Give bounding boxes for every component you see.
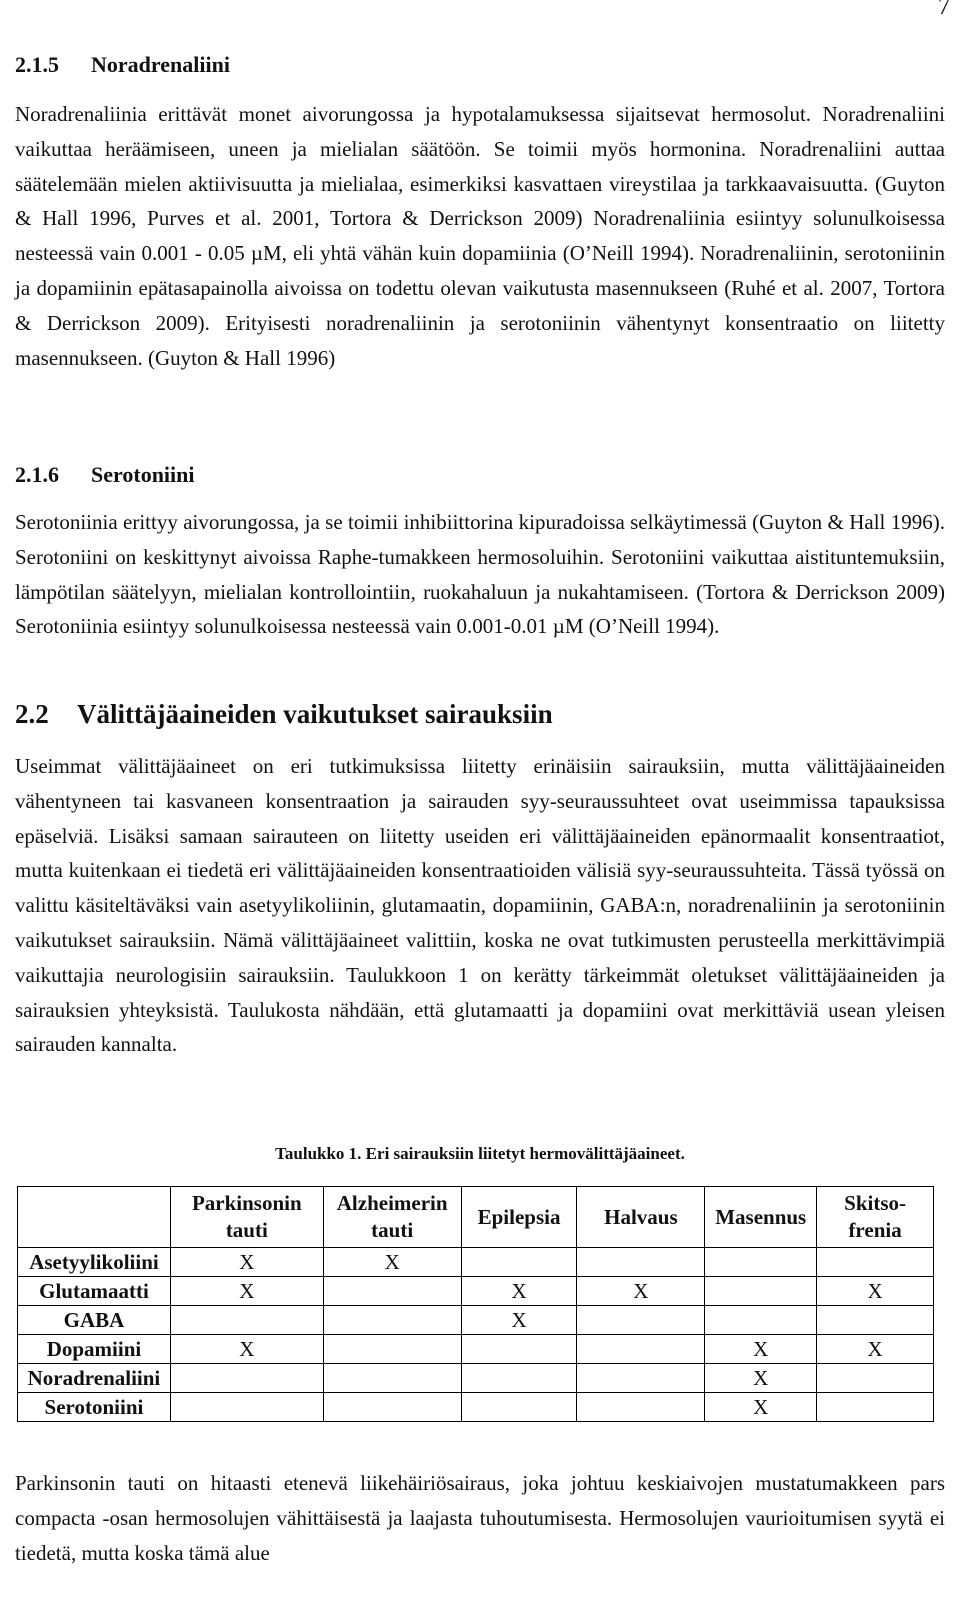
header-line: tauti <box>225 1218 268 1242</box>
table-header-row <box>18 1187 934 1248</box>
table-cell <box>323 1306 461 1335</box>
table-row <box>18 1364 934 1393</box>
row-label: GABA <box>18 1306 171 1335</box>
header-alzheimer <box>323 1187 461 1248</box>
table-cell <box>577 1364 705 1393</box>
header-epilepsia: Epilepsia <box>461 1187 577 1248</box>
table-cell <box>461 1393 577 1422</box>
table-cell <box>577 1306 705 1335</box>
table-cell: X <box>461 1277 577 1306</box>
table-cell: X <box>170 1248 323 1277</box>
header-parkinson <box>170 1187 323 1248</box>
paragraph-parkinson: Parkinsonin tauti on hitaasti etenevä liikehäiriösairaus, joka johtuu keskiaivojen mustatumakkeen pars compacta -osan hermosolujen vähittäisestä ja laajasta tuhoutumisesta. Hermosolujen vaurioitumisen syytä ei tiedetä, mutta koska tämä alue <box>15 1471 945 1565</box>
header-line: tauti <box>371 1218 414 1242</box>
row-label: Glutamaatti <box>18 1277 171 1306</box>
header-line: frenia <box>848 1218 902 1242</box>
table-cell <box>705 1248 817 1277</box>
header-line: Parkinsonin <box>191 1191 302 1215</box>
page-number: 7 <box>938 0 950 20</box>
paragraph-noradrenaliini: Noradrenaliinia erittävät monet aivorungossa ja hypotalamuksessa sijaitsevat hermosolut. Noradrenaliini vaikuttaa heräämiseen, uneen ja mielialan säätöön. Se toimii myös hormonina. Noradrenaliini auttaa säätelemään mielen aktiivisuutta ja mielialaa, esimerkiksi kasvattaen vireystilaa ja tarkkaavaisuutta. (Guyton & Hall 1996, Purves et al. 2001, Tortora & Derrickson 2009) Noradrenaliinia esiintyy solunulkoisessa nesteessä vain 0.001 - 0.05 µM, eli yhtä vähän kuin dopamiinia (O’Neill 1994). Noradrenaliinin, serotoniinin ja dopamiinin epätasapainolla aivoissa on todettu olevan vaikutusta masennukseen (Ruhé et al. 2007, Tortora & Derrickson 2009). Erityisesti noradrenaliinin ja serotoniinin vähentynyt konsentraatio on liitetty masennukseen. (Guyton & Hall 1996) <box>15 102 945 370</box>
table-row <box>18 1335 934 1364</box>
section-title: Välittäjäaineiden vaikutukset sairauksiin <box>77 699 553 729</box>
table-cell <box>461 1248 577 1277</box>
row-label: Dopamiini <box>18 1335 171 1364</box>
table-cell <box>817 1306 934 1335</box>
table-cell <box>461 1364 577 1393</box>
table-cell: X <box>170 1277 323 1306</box>
table-cell: X <box>323 1248 461 1277</box>
table-cell <box>817 1364 934 1393</box>
paragraph-valittajaaineet: Useimmat välittäjäaineet on eri tutkimuksissa liitetty erinäisiin sairauksiin, mutta välittäjäaineiden vähentyneen tai kasvaneen konsentraation ja sairauden syy-seuraussuhteet ovat useimmissa tapauksissa epäselviä. Lisäksi samaan sairauteen on liitetty useiden eri välittäjäaineiden epänormaalit konsentraatiot, mutta kuitenkaan ei tiedetä eri välittäjäaineiden konsentraatioiden välisiä syy-seuraussuhteita. Tässä työssä on valittu käsiteltäväksi vain asetyylikoliinin, glutamaatin, dopamiinin, GABA:n, noradrenaliinin ja serotoniinin vaikutukset sairauksiin. Nämä välittäjäaineet valittiin, koska ne ovat tutkimusten perusteella merkittävimpiä vaikuttajia neurologisiin sairauksiin. Taulukkoon 1 on kerätty tärkeimmät oletukset välittäjäaineiden ja sairauksien yhteyksistä. Taulukosta nähdään, että glutamaatti ja dopamiini ovat merkittäviä usean yleisen sairauden kannalta. <box>15 754 945 1057</box>
section-number: 2.2 <box>15 699 49 729</box>
table-cell <box>817 1393 934 1422</box>
table-cell: X <box>461 1306 577 1335</box>
table-caption: Taulukko 1. Eri sairauksiin liitetyt hermovälittäjäaineet. <box>275 1144 685 1163</box>
table-cell: X <box>577 1277 705 1306</box>
section-number: 2.1.5 <box>15 52 59 77</box>
table-cell <box>577 1393 705 1422</box>
heading-noradrenaliini <box>15 52 230 78</box>
heading-serotoniini <box>15 462 195 488</box>
paragraph-serotoniini: Serotoniinia erittyy aivorungossa, ja se toimii inhibiittorina kipuradoissa selkäytimessä (Guyton & Hall 1996). Serotoniini on keskittynyt aivoissa Raphe-tumakkeen hermosoluihin. Serotoniini vaikuttaa aistituntemuksiin, lämpötilan säätelyyn, mielialan kontrollointiin, ruokahaluun ja nukahtamiseen. (Tortora & Derrickson 2009) Serotoniinia esiintyy solunulkoisessa nesteessä vain 0.001-0.01 µM (O’Neill 1994). <box>15 510 945 639</box>
table-cell: X <box>705 1393 817 1422</box>
table-row <box>18 1393 934 1422</box>
table-cell <box>323 1364 461 1393</box>
table-cell <box>817 1248 934 1277</box>
table-cell: X <box>705 1335 817 1364</box>
header-skitsofrenia <box>817 1187 934 1248</box>
row-label: Asetyylikoliini <box>18 1248 171 1277</box>
table-cell <box>461 1335 577 1364</box>
table-cell <box>170 1364 323 1393</box>
header-masennus: Masennus <box>705 1187 817 1248</box>
table-cell <box>323 1335 461 1364</box>
section-number: 2.1.6 <box>15 462 59 487</box>
table-cell <box>577 1248 705 1277</box>
table-cell <box>170 1393 323 1422</box>
table-cell <box>323 1393 461 1422</box>
table-cell: X <box>705 1364 817 1393</box>
table-cell <box>577 1335 705 1364</box>
row-label: Noradrenaliini <box>18 1364 171 1393</box>
table-cell <box>323 1277 461 1306</box>
header-line: Alzheimerin <box>336 1191 448 1215</box>
header-line: Skitso- <box>844 1191 907 1215</box>
row-label: Serotoniini <box>18 1393 171 1422</box>
section-title: Serotoniini <box>91 462 195 487</box>
table-cell <box>705 1306 817 1335</box>
section-title: Noradrenaliini <box>91 52 230 77</box>
table-row <box>18 1248 934 1277</box>
table-cell <box>170 1306 323 1335</box>
neurotransmitter-disease-table <box>17 1186 934 1422</box>
table-cell: X <box>170 1335 323 1364</box>
table-cell: X <box>817 1335 934 1364</box>
table-cell: X <box>817 1277 934 1306</box>
table-cell <box>705 1277 817 1306</box>
table-row <box>18 1277 934 1306</box>
header-halvaus: Halvaus <box>577 1187 705 1248</box>
header-corner <box>18 1187 171 1248</box>
heading-valittajaaineiden-vaikutukset <box>15 699 553 730</box>
table-row <box>18 1306 934 1335</box>
